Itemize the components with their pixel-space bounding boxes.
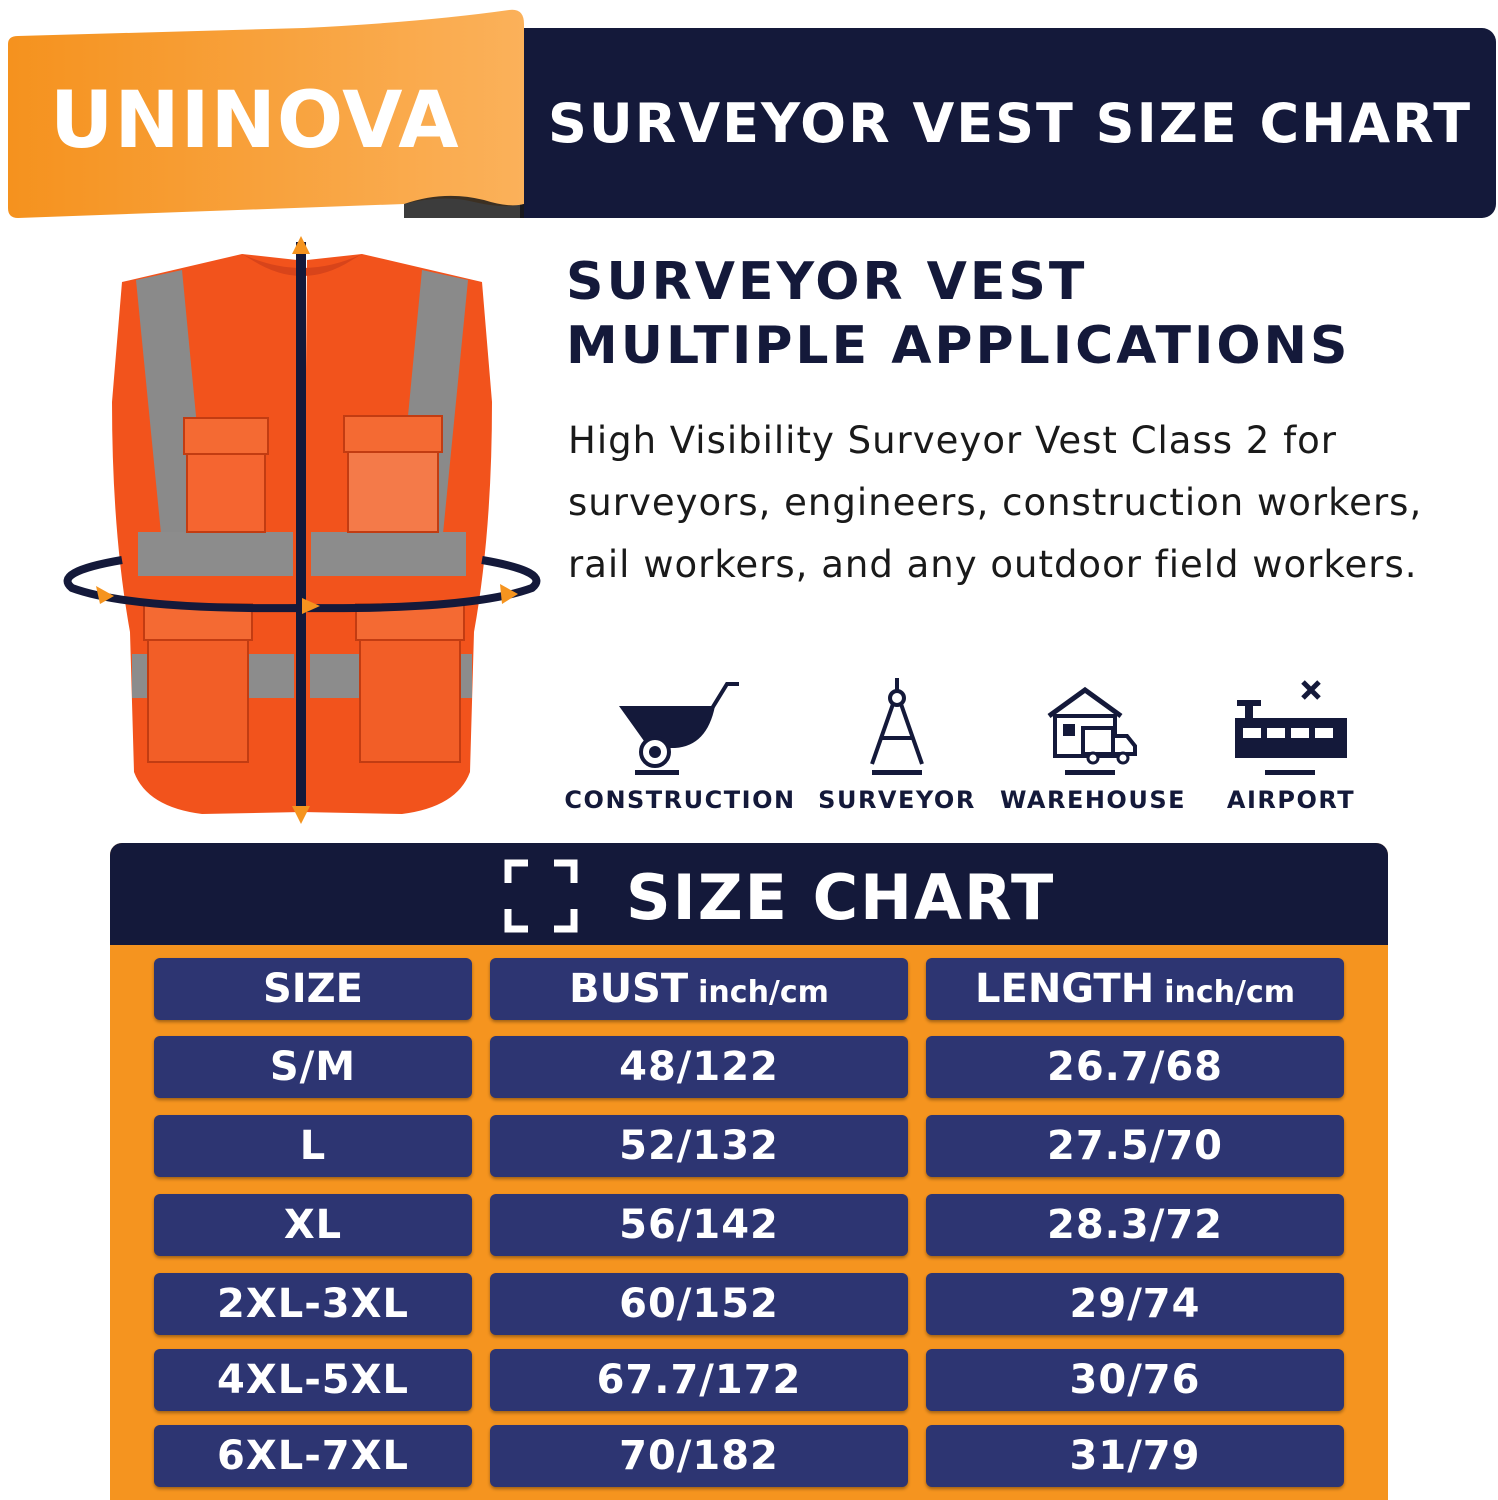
intro-heading-line1: SURVEYOR VEST (566, 252, 1088, 312)
size-chart-header (110, 843, 1388, 945)
application-label: WAREHOUSE (1000, 786, 1186, 814)
header-length-label: LENGTH (975, 966, 1155, 1012)
application-airport (1214, 676, 1368, 814)
application-label: AIRPORT (1226, 786, 1356, 814)
airport-icon (1231, 676, 1351, 776)
table-cell-size: 6XL-7XL (154, 1425, 472, 1487)
size-chart-title: SIZE CHART (626, 861, 1056, 934)
table-cell-size: S/M (154, 1036, 472, 1098)
wheelbarrow-icon (615, 676, 745, 776)
column-header-length (926, 958, 1344, 1020)
table-cell-bust: 52/132 (490, 1115, 908, 1177)
header-bust-label: BUST (569, 966, 689, 1012)
header-bust-unit: inch/cm (698, 974, 829, 1010)
application-construction (564, 676, 796, 814)
table-cell-size: 2XL-3XL (154, 1273, 472, 1335)
table-cell-bust: 60/152 (490, 1273, 908, 1335)
column-header-size (154, 958, 472, 1020)
intro-heading-line2: MULTIPLE APPLICATIONS (566, 316, 1351, 376)
size-chart-table (110, 843, 1388, 1500)
warehouse-truck-icon (1043, 676, 1143, 776)
table-cell-length: 30/76 (926, 1349, 1344, 1411)
compass-icon (862, 676, 932, 776)
intro-description: High Visibility Surveyor Vest Class 2 for surveyors, engineers, construction workers, rail workers, and any outdoor field workers. (568, 419, 1423, 586)
vest-illustration (52, 232, 552, 832)
table-cell-bust: 67.7/172 (490, 1349, 908, 1411)
table-cell-size: XL (154, 1194, 472, 1256)
table-cell-bust: 70/182 (490, 1425, 908, 1487)
brand-logo: UNINOVA (50, 76, 460, 166)
table-cell-size: 4XL-5XL (154, 1349, 472, 1411)
table-cell-length: 26.7/68 (926, 1036, 1344, 1098)
table-cell-length: 28.3/72 (926, 1194, 1344, 1256)
header-length-unit: inch/cm (1164, 974, 1295, 1010)
page-title: SURVEYOR VEST SIZE CHART (548, 92, 1473, 155)
header-size-label: SIZE (262, 966, 364, 1012)
table-cell-bust: 56/142 (490, 1194, 908, 1256)
measure-frame-icon (504, 859, 578, 933)
application-label: CONSTRUCTION (564, 786, 796, 814)
application-surveyor (814, 676, 980, 814)
table-cell-bust: 48/122 (490, 1036, 908, 1098)
application-warehouse (998, 676, 1188, 814)
table-cell-length: 31/79 (926, 1425, 1344, 1487)
table-cell-length: 27.5/70 (926, 1115, 1344, 1177)
column-header-bust (490, 958, 908, 1020)
table-cell-size: L (154, 1115, 472, 1177)
intro-heading (566, 250, 1466, 378)
application-label: SURVEYOR (818, 786, 976, 814)
table-cell-length: 29/74 (926, 1273, 1344, 1335)
